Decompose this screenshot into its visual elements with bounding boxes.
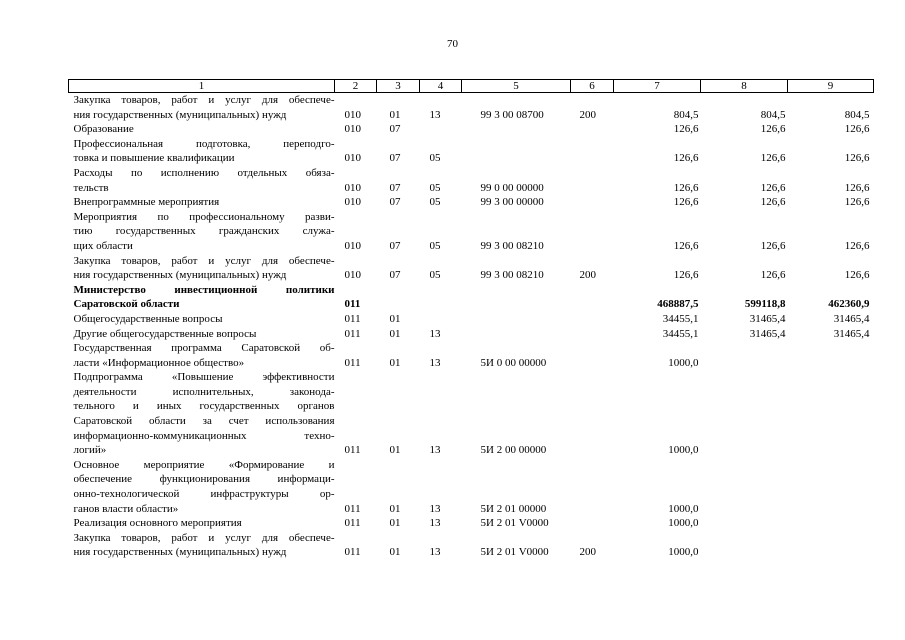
- expense-type-code: [571, 370, 614, 458]
- chapter-code: [420, 122, 462, 137]
- expense-type-code: 200: [579, 269, 596, 282]
- chapter-code: 05: [429, 196, 441, 209]
- description-line: Общегосударственные вопросы: [73, 312, 223, 325]
- target-article-code: 5И 0 00 00000: [480, 356, 547, 369]
- expense-type-code: [571, 312, 614, 327]
- target-article-code: 5И 2 01 00000: [480, 502, 547, 515]
- row-description: [69, 531, 335, 560]
- chapter-code: 05: [429, 181, 441, 194]
- row-description: [69, 254, 335, 283]
- chapter-code: [420, 283, 462, 312]
- description-line: Закупка товаров, работ и услуг для обеспече-: [73, 254, 335, 267]
- row-description: [69, 283, 335, 312]
- description-line: товка и повышение квалификации: [73, 152, 235, 165]
- column-header-5: 5: [462, 80, 571, 93]
- table-row: [69, 93, 874, 123]
- chapter-code: 13: [429, 327, 441, 340]
- chapter-code: 05: [429, 269, 441, 282]
- table-body: [69, 93, 874, 561]
- subsection-code: 01: [389, 444, 401, 457]
- subsection-code: 07: [389, 181, 401, 194]
- amount-col-9: 126,6: [844, 196, 870, 209]
- table-row: [69, 195, 874, 210]
- row-description: [69, 327, 335, 342]
- chapter-code: [420, 312, 462, 327]
- row-description: [69, 166, 335, 195]
- section-code: 010: [344, 108, 361, 121]
- target-article-code: 99 3 00 08700: [480, 108, 544, 121]
- column-header-4: 4: [420, 80, 462, 93]
- amount-col-8: 31465,4: [749, 327, 786, 340]
- target-article-code: [462, 137, 571, 166]
- description-line: Саратовской области: [73, 298, 180, 311]
- column-header-1: 1: [69, 80, 335, 93]
- expense-type-code: [571, 122, 614, 137]
- amount-col-8: [701, 458, 788, 516]
- target-article-code: [462, 312, 571, 327]
- target-article-code: [462, 283, 571, 312]
- amount-col-9: 126,6: [844, 152, 870, 165]
- expense-type-code: 200: [579, 108, 596, 121]
- description-line: Мероприятия по профессиональному разви-: [73, 210, 335, 223]
- row-description: [69, 370, 335, 458]
- description-line: Реализация основного мероприятия: [73, 517, 242, 530]
- chapter-code: 13: [429, 356, 441, 369]
- description-line: Внепрограммные мероприятия: [73, 196, 220, 209]
- description-line: Подпрограмма «Повышение эффективности: [73, 371, 335, 384]
- subsection-code: 07: [389, 123, 401, 136]
- row-description: [69, 93, 335, 123]
- table-row: [69, 210, 874, 254]
- target-article-code: [462, 327, 571, 342]
- chapter-code: 13: [429, 517, 441, 530]
- table-row: [69, 122, 874, 137]
- header-row: [69, 80, 874, 93]
- amount-col-7: 1000,0: [668, 517, 699, 530]
- target-article-code: 5И 2 01 V0000: [480, 546, 549, 559]
- amount-col-7: 34455,1: [662, 327, 699, 340]
- section-code: 011: [344, 546, 361, 559]
- row-description: [69, 210, 335, 254]
- amount-col-7: 1000,0: [668, 546, 699, 559]
- description-line: Закупка товаров, работ и услуг для обеспече-: [73, 94, 335, 106]
- amount-col-9: 804,5: [844, 108, 870, 121]
- row-description: [69, 458, 335, 516]
- subsection-code: 01: [389, 546, 401, 559]
- subsection-code: 01: [389, 502, 401, 515]
- amount-col-9: 126,6: [844, 239, 870, 252]
- target-article-code: 5И 2 01 V0000: [480, 517, 549, 530]
- description-line: Государственная программа Саратовской об-: [73, 342, 335, 355]
- row-description: [69, 312, 335, 327]
- target-article-code: [462, 122, 571, 137]
- subsection-code: [377, 283, 420, 312]
- amount-col-8: 31465,4: [749, 312, 786, 325]
- section-code: 010: [344, 181, 361, 194]
- description-line: тельств: [73, 181, 109, 194]
- section-code: 010: [344, 196, 361, 209]
- column-header-7: 7: [614, 80, 701, 93]
- amount-col-7: 1000,0: [668, 356, 699, 369]
- section-code: 011: [344, 356, 361, 369]
- description-line: Саратовской области за счет использования: [73, 415, 335, 428]
- expense-type-code: 200: [579, 546, 596, 559]
- target-article-code: 99 3 00 08210: [480, 239, 544, 252]
- section-code: 011: [344, 312, 361, 325]
- table-row: [69, 341, 874, 370]
- page-number: 70: [447, 38, 458, 50]
- description-line: обеспечение функционирования информаци-: [73, 473, 335, 486]
- table-row: [69, 458, 874, 516]
- table-row: [69, 516, 874, 531]
- description-line: ласти «Информационное общество»: [73, 356, 245, 369]
- column-header-9: 9: [788, 80, 874, 93]
- description-line: Образование: [73, 123, 134, 136]
- table-row: [69, 283, 874, 312]
- amount-col-9: 126,6: [844, 123, 870, 136]
- expense-type-code: [571, 166, 614, 195]
- section-code: 011: [344, 298, 361, 311]
- section-code: 010: [344, 269, 361, 282]
- amount-col-9: [788, 531, 874, 560]
- amount-col-9: 462360,9: [828, 298, 870, 311]
- expense-type-code: [571, 137, 614, 166]
- expense-type-code: [571, 458, 614, 516]
- target-article-code: 5И 2 00 00000: [480, 444, 547, 457]
- table-row: [69, 370, 874, 458]
- subsection-code: 07: [389, 152, 401, 165]
- row-description: [69, 122, 335, 137]
- chapter-code: 05: [429, 152, 441, 165]
- description-line: информационно-коммуникационных техно-: [73, 429, 335, 442]
- description-line: щих области: [73, 239, 133, 252]
- table-row: [69, 312, 874, 327]
- description-line: Другие общегосударственные вопросы: [73, 327, 257, 340]
- chapter-code: 13: [429, 502, 441, 515]
- table-row: [69, 166, 874, 195]
- description-line: ния государственных (муниципальных) нужд: [73, 546, 287, 559]
- description-line: тельного и иных государственных органов: [73, 400, 335, 413]
- subsection-code: 01: [389, 517, 401, 530]
- amount-col-7: 126,6: [673, 123, 699, 136]
- section-code: 010: [344, 152, 361, 165]
- amount-col-8: 126,6: [760, 239, 786, 252]
- subsection-code: 07: [389, 269, 401, 282]
- amount-col-7: 1000,0: [668, 502, 699, 515]
- amount-col-9: 31465,4: [833, 312, 870, 325]
- table-row: [69, 137, 874, 166]
- amount-col-9: 126,6: [844, 181, 870, 194]
- amount-col-7: 1000,0: [668, 444, 699, 457]
- column-header-2: 2: [335, 80, 377, 93]
- table-row: [69, 531, 874, 560]
- description-line: Основное мероприятие «Формирование и: [73, 458, 335, 471]
- row-description: [69, 341, 335, 370]
- row-description: [69, 516, 335, 531]
- amount-col-9: [788, 516, 874, 531]
- expense-type-code: [571, 283, 614, 312]
- amount-col-7: 804,5: [673, 108, 699, 121]
- subsection-code: 07: [389, 239, 401, 252]
- target-article-code: 99 3 00 08210: [480, 269, 544, 282]
- amount-col-7: 126,6: [673, 239, 699, 252]
- subsection-code: 07: [389, 196, 401, 209]
- table-row: [69, 254, 874, 283]
- amount-col-9: 126,6: [844, 269, 870, 282]
- chapter-code: 13: [429, 108, 441, 121]
- amount-col-7: 126,6: [673, 152, 699, 165]
- column-header-6: 6: [571, 80, 614, 93]
- amount-col-9: [788, 370, 874, 458]
- amount-col-8: 126,6: [760, 152, 786, 165]
- section-code: 010: [344, 123, 361, 136]
- description-line: ния государственных (муниципальных) нужд: [73, 108, 287, 121]
- description-line: Министерство инвестиционной политики: [73, 283, 335, 296]
- expense-type-code: [571, 210, 614, 254]
- description-line: тию государственных гражданских служа-: [73, 225, 335, 238]
- description-line: онно-технологической инфраструктуры ор-: [73, 488, 335, 501]
- amount-col-8: [701, 531, 788, 560]
- amount-col-7: 468887,5: [657, 298, 699, 311]
- subsection-code: 01: [389, 312, 401, 325]
- expense-type-code: [571, 327, 614, 342]
- table-row: [69, 327, 874, 342]
- target-article-code: 99 3 00 00000: [480, 196, 544, 209]
- subsection-code: 01: [389, 327, 401, 340]
- chapter-code: 05: [429, 239, 441, 252]
- description-line: ния государственных (муниципальных) нужд: [73, 269, 287, 282]
- expense-type-code: [571, 195, 614, 210]
- amount-col-8: [701, 370, 788, 458]
- description-line: ганов власти области»: [73, 502, 179, 515]
- amount-col-7: 34455,1: [662, 312, 699, 325]
- row-description: [69, 195, 335, 210]
- amount-col-8: 126,6: [760, 181, 786, 194]
- description-line: Расходы по исполнению отдельных обяза-: [73, 166, 335, 179]
- section-code: 010: [344, 239, 361, 252]
- chapter-code: 13: [429, 546, 441, 559]
- amount-col-8: 126,6: [760, 269, 786, 282]
- section-code: 011: [344, 327, 361, 340]
- description-line: Профессиональная подготовка, переподго-: [73, 137, 335, 150]
- amount-col-8: [701, 516, 788, 531]
- amount-col-8: [701, 341, 788, 370]
- amount-col-7: 126,6: [673, 196, 699, 209]
- amount-col-9: 31465,4: [833, 327, 870, 340]
- section-code: 011: [344, 517, 361, 530]
- expense-type-code: [571, 516, 614, 531]
- amount-col-8: 126,6: [760, 196, 786, 209]
- target-article-code: 99 0 00 00000: [480, 181, 544, 194]
- amount-col-9: [788, 341, 874, 370]
- subsection-code: 01: [389, 356, 401, 369]
- amount-col-8: 599118,8: [744, 298, 786, 311]
- row-description: [69, 137, 335, 166]
- amount-col-7: 126,6: [673, 181, 699, 194]
- amount-col-7: 126,6: [673, 269, 699, 282]
- description-line: деятельности исполнительных, законода-: [73, 385, 335, 398]
- expense-type-code: [571, 341, 614, 370]
- amount-col-8: 804,5: [760, 108, 786, 121]
- amount-col-9: [788, 458, 874, 516]
- section-code: 011: [344, 444, 361, 457]
- column-header-3: 3: [377, 80, 420, 93]
- amount-col-8: 126,6: [760, 123, 786, 136]
- column-header-8: 8: [701, 80, 788, 93]
- chapter-code: 13: [429, 444, 441, 457]
- description-line: Закупка товаров, работ и услуг для обеспече-: [73, 531, 335, 544]
- subsection-code: 01: [389, 108, 401, 121]
- budget-table: [68, 79, 874, 560]
- section-code: 011: [344, 502, 361, 515]
- description-line: логий»: [73, 444, 107, 457]
